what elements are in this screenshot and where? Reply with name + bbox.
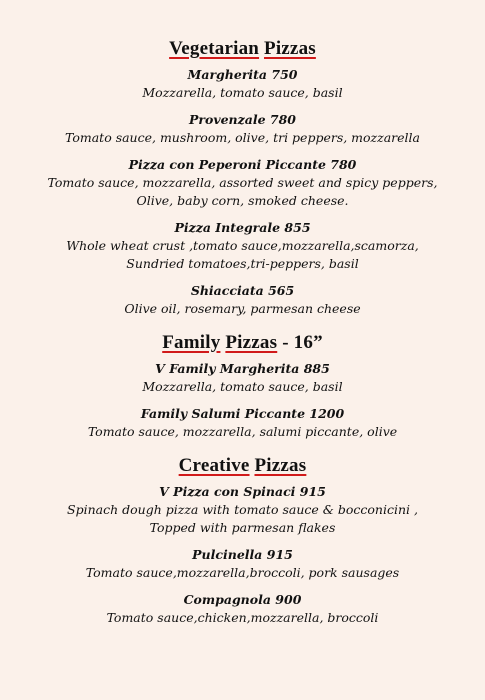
item-name: V Family Margherita 885 — [155, 361, 330, 376]
item-description: Tomato sauce, mozzarella, salumi piccante, olive — [87, 424, 398, 439]
item-name: Family Salumi Piccante 1200 — [140, 406, 345, 421]
item-description: Tomato sauce, mushroom, olive, tri peppers, mozzarella — [64, 130, 421, 145]
title-word: Pizzas — [225, 332, 278, 353]
item-name: V Pizza con Spinaci 915 — [159, 484, 326, 499]
title-word: Pizzas — [254, 455, 307, 476]
section-creative-pizzas — [0, 455, 485, 627]
section-family-pizzas — [0, 332, 485, 441]
item-name: Shiacciata 565 — [190, 283, 295, 298]
item-description: Olive oil, rosemary, parmesan cheese — [124, 301, 361, 316]
item-name: Margherita 750 — [187, 67, 298, 82]
item-name: Pulcinella 915 — [192, 547, 293, 562]
item-description: Topped with parmesan flakes — [149, 520, 336, 535]
item-description: Mozzarella, tomato sauce, basil — [142, 379, 343, 394]
menu-item — [0, 282, 485, 318]
item-description: Tomato sauce,chicken,mozzarella, broccoli — [106, 610, 379, 625]
section-title — [0, 332, 485, 354]
menu-item — [0, 66, 485, 102]
menu-item — [0, 546, 485, 582]
item-name: Compagnola 900 — [183, 592, 302, 607]
menu-item — [0, 483, 485, 537]
title-word: - 16” — [282, 332, 323, 353]
menu-item — [0, 591, 485, 627]
item-description: Whole wheat crust ,tomato sauce,mozzarella,scamorza, — [66, 238, 419, 253]
section-title — [0, 38, 485, 60]
item-name: Provenzale 780 — [189, 112, 296, 127]
menu-item — [0, 360, 485, 396]
title-word: Family — [162, 332, 221, 353]
item-description: Tomato sauce,mozzarella,broccoli, pork sausages — [85, 565, 400, 580]
item-description: Olive, baby corn, smoked cheese. — [136, 193, 349, 208]
menu-item — [0, 219, 485, 273]
item-name: Pizza con Peperoni Piccante 780 — [128, 157, 357, 172]
menu-item — [0, 156, 485, 210]
item-description: Mozzarella, tomato sauce, basil — [142, 85, 343, 100]
menu-item — [0, 405, 485, 441]
item-description: Tomato sauce, mozzarella, assorted sweet and spicy peppers, — [47, 175, 438, 190]
title-word: Pizzas — [264, 38, 316, 59]
item-description: Sundried tomatoes,tri-peppers, basil — [126, 256, 359, 271]
title-word: Creative — [178, 455, 250, 476]
item-description: Spinach dough pizza with tomato sauce & bocconicini , — [67, 502, 418, 517]
menu-item — [0, 111, 485, 147]
section-title — [0, 455, 485, 477]
item-name: Pizza Integrale 855 — [174, 220, 311, 235]
section-vegetarian-pizzas — [0, 38, 485, 318]
title-word: Vegetarian — [169, 38, 260, 59]
